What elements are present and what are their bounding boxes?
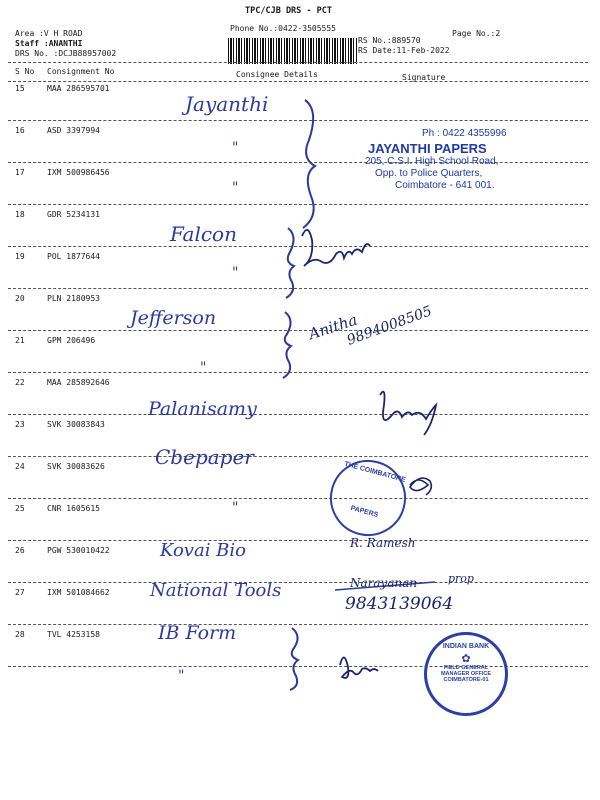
- stamp-phone: Ph : 0422 4355996: [422, 128, 507, 139]
- stamp-address-2: Opp. to Police Quarters,: [375, 168, 483, 179]
- row-sno: 28: [15, 630, 25, 639]
- row-sno: 25: [15, 504, 25, 513]
- consignee-hand-23: Cbepaper: [155, 445, 254, 469]
- row-consignment-no: SVK 30083626: [47, 462, 105, 471]
- bank-line-3: COIMBATORE-01: [443, 677, 489, 683]
- consignee-hand-27: IB Form: [158, 622, 237, 644]
- col-consignment: Consignment No: [47, 67, 115, 76]
- row-sno: 19: [15, 252, 25, 261]
- consignee-hand-25: Kovai Bio: [160, 540, 247, 561]
- phone-national-tools: 9843139064: [345, 594, 454, 614]
- ditto-hand-16: ": [232, 140, 239, 156]
- bank-name: INDIAN BANK: [442, 643, 490, 650]
- ditto-hand-21: ": [200, 360, 207, 376]
- signature-palanisamy-icon: [380, 392, 436, 435]
- signature-national-tools: Narayanan: [350, 576, 418, 590]
- phone-anitha: 9894008505: [344, 303, 435, 349]
- indian-bank-seal: [424, 632, 508, 716]
- consignee-hand-26: National Tools: [150, 580, 282, 601]
- signature-cbepaper-icon: [410, 478, 431, 495]
- row-sno: 15: [15, 84, 25, 93]
- consignee-hand-22: Palanisamy: [148, 398, 257, 420]
- signature-anitha: Anitha: [306, 310, 360, 344]
- consignee-hand-15: Jayanthi: [185, 92, 269, 116]
- consignee-hand-20: Jefferson: [130, 307, 217, 329]
- row-sno: 23: [15, 420, 25, 429]
- signature-ibform-icon: [340, 657, 378, 677]
- row-consignment-no: GDR 5234131: [47, 210, 100, 219]
- phone-number: Phone No.:0422-3505555: [230, 24, 336, 33]
- bank-line-1: FIELD GENERAL: [443, 665, 489, 671]
- row-consignment-no: MAA 286595701: [47, 84, 110, 93]
- row-consignment-no: PLN 2180953: [47, 294, 100, 303]
- row-sno: 17: [15, 168, 25, 177]
- bank-logo-icon: ✿: [461, 653, 471, 665]
- row-sno: 21: [15, 336, 25, 345]
- prop-note: prop: [448, 572, 474, 585]
- signature-falcon-icon: [302, 230, 370, 266]
- stamp-address-3: Coimbatore - 641 001.: [395, 180, 495, 191]
- rs-date: RS Date:11-Feb-2022: [358, 46, 450, 55]
- seal-bottom-text: PAPERS: [349, 504, 379, 520]
- col-consignee-details: Consignee Details: [236, 70, 318, 79]
- row-consignment-no: TVL 4253158: [47, 630, 100, 639]
- row-sno: 24: [15, 462, 25, 471]
- bank-line-2: MANAGER OFFICE: [440, 671, 492, 677]
- signature-kovai-bio: R. Ramesh: [350, 536, 416, 550]
- row-consignment-no: POL 1877644: [47, 252, 100, 261]
- staff-label: Staff :ANANTHI: [15, 39, 83, 48]
- row-consignment-no: IXM 500986456: [47, 168, 110, 177]
- row-sno: 18: [15, 210, 25, 219]
- ditto-hand-28: ": [178, 668, 185, 684]
- row-consignment-no: CNR 1605615: [47, 504, 100, 513]
- row-sno: 26: [15, 546, 25, 555]
- page-number: Page No.:2: [452, 29, 501, 38]
- row-consignment-no: SVK 30083843: [47, 420, 105, 429]
- row-sno: 22: [15, 378, 25, 387]
- stamp-address-1: 205, C.S.I. High School Road,: [365, 156, 499, 167]
- row-consignment-no: GPM 206496: [47, 336, 96, 345]
- row-sno: 16: [15, 126, 25, 135]
- ditto-hand-19: ": [232, 265, 239, 281]
- col-sno: S No: [15, 67, 35, 76]
- stamp-company-name: JAYANTHI PAPERS: [368, 141, 487, 156]
- row-consignment-no: MAA 285892646: [47, 378, 110, 387]
- row-consignment-no: IXM 501084662: [47, 588, 110, 597]
- rs-number: RS No.:889570: [358, 36, 421, 45]
- row-sno: 27: [15, 588, 25, 597]
- consignee-hand-18: Falcon: [170, 222, 237, 246]
- row-consignment-no: ASD 3397994: [47, 126, 100, 135]
- ditto-hand-24: ": [232, 500, 239, 516]
- seal-top-text: THE COIMBATORE: [343, 460, 407, 484]
- row-consignment-no: PGW 530010422: [47, 546, 110, 555]
- col-signature: Signature: [402, 73, 446, 82]
- drs-number: DRS No. :DCJB88957002: [15, 49, 117, 58]
- sheet-title: TPC/CJB DRS - PCT: [245, 6, 332, 16]
- area-label: Area :V H ROAD: [15, 29, 83, 38]
- ditto-hand-17: ": [232, 180, 239, 196]
- row-sno: 20: [15, 294, 25, 303]
